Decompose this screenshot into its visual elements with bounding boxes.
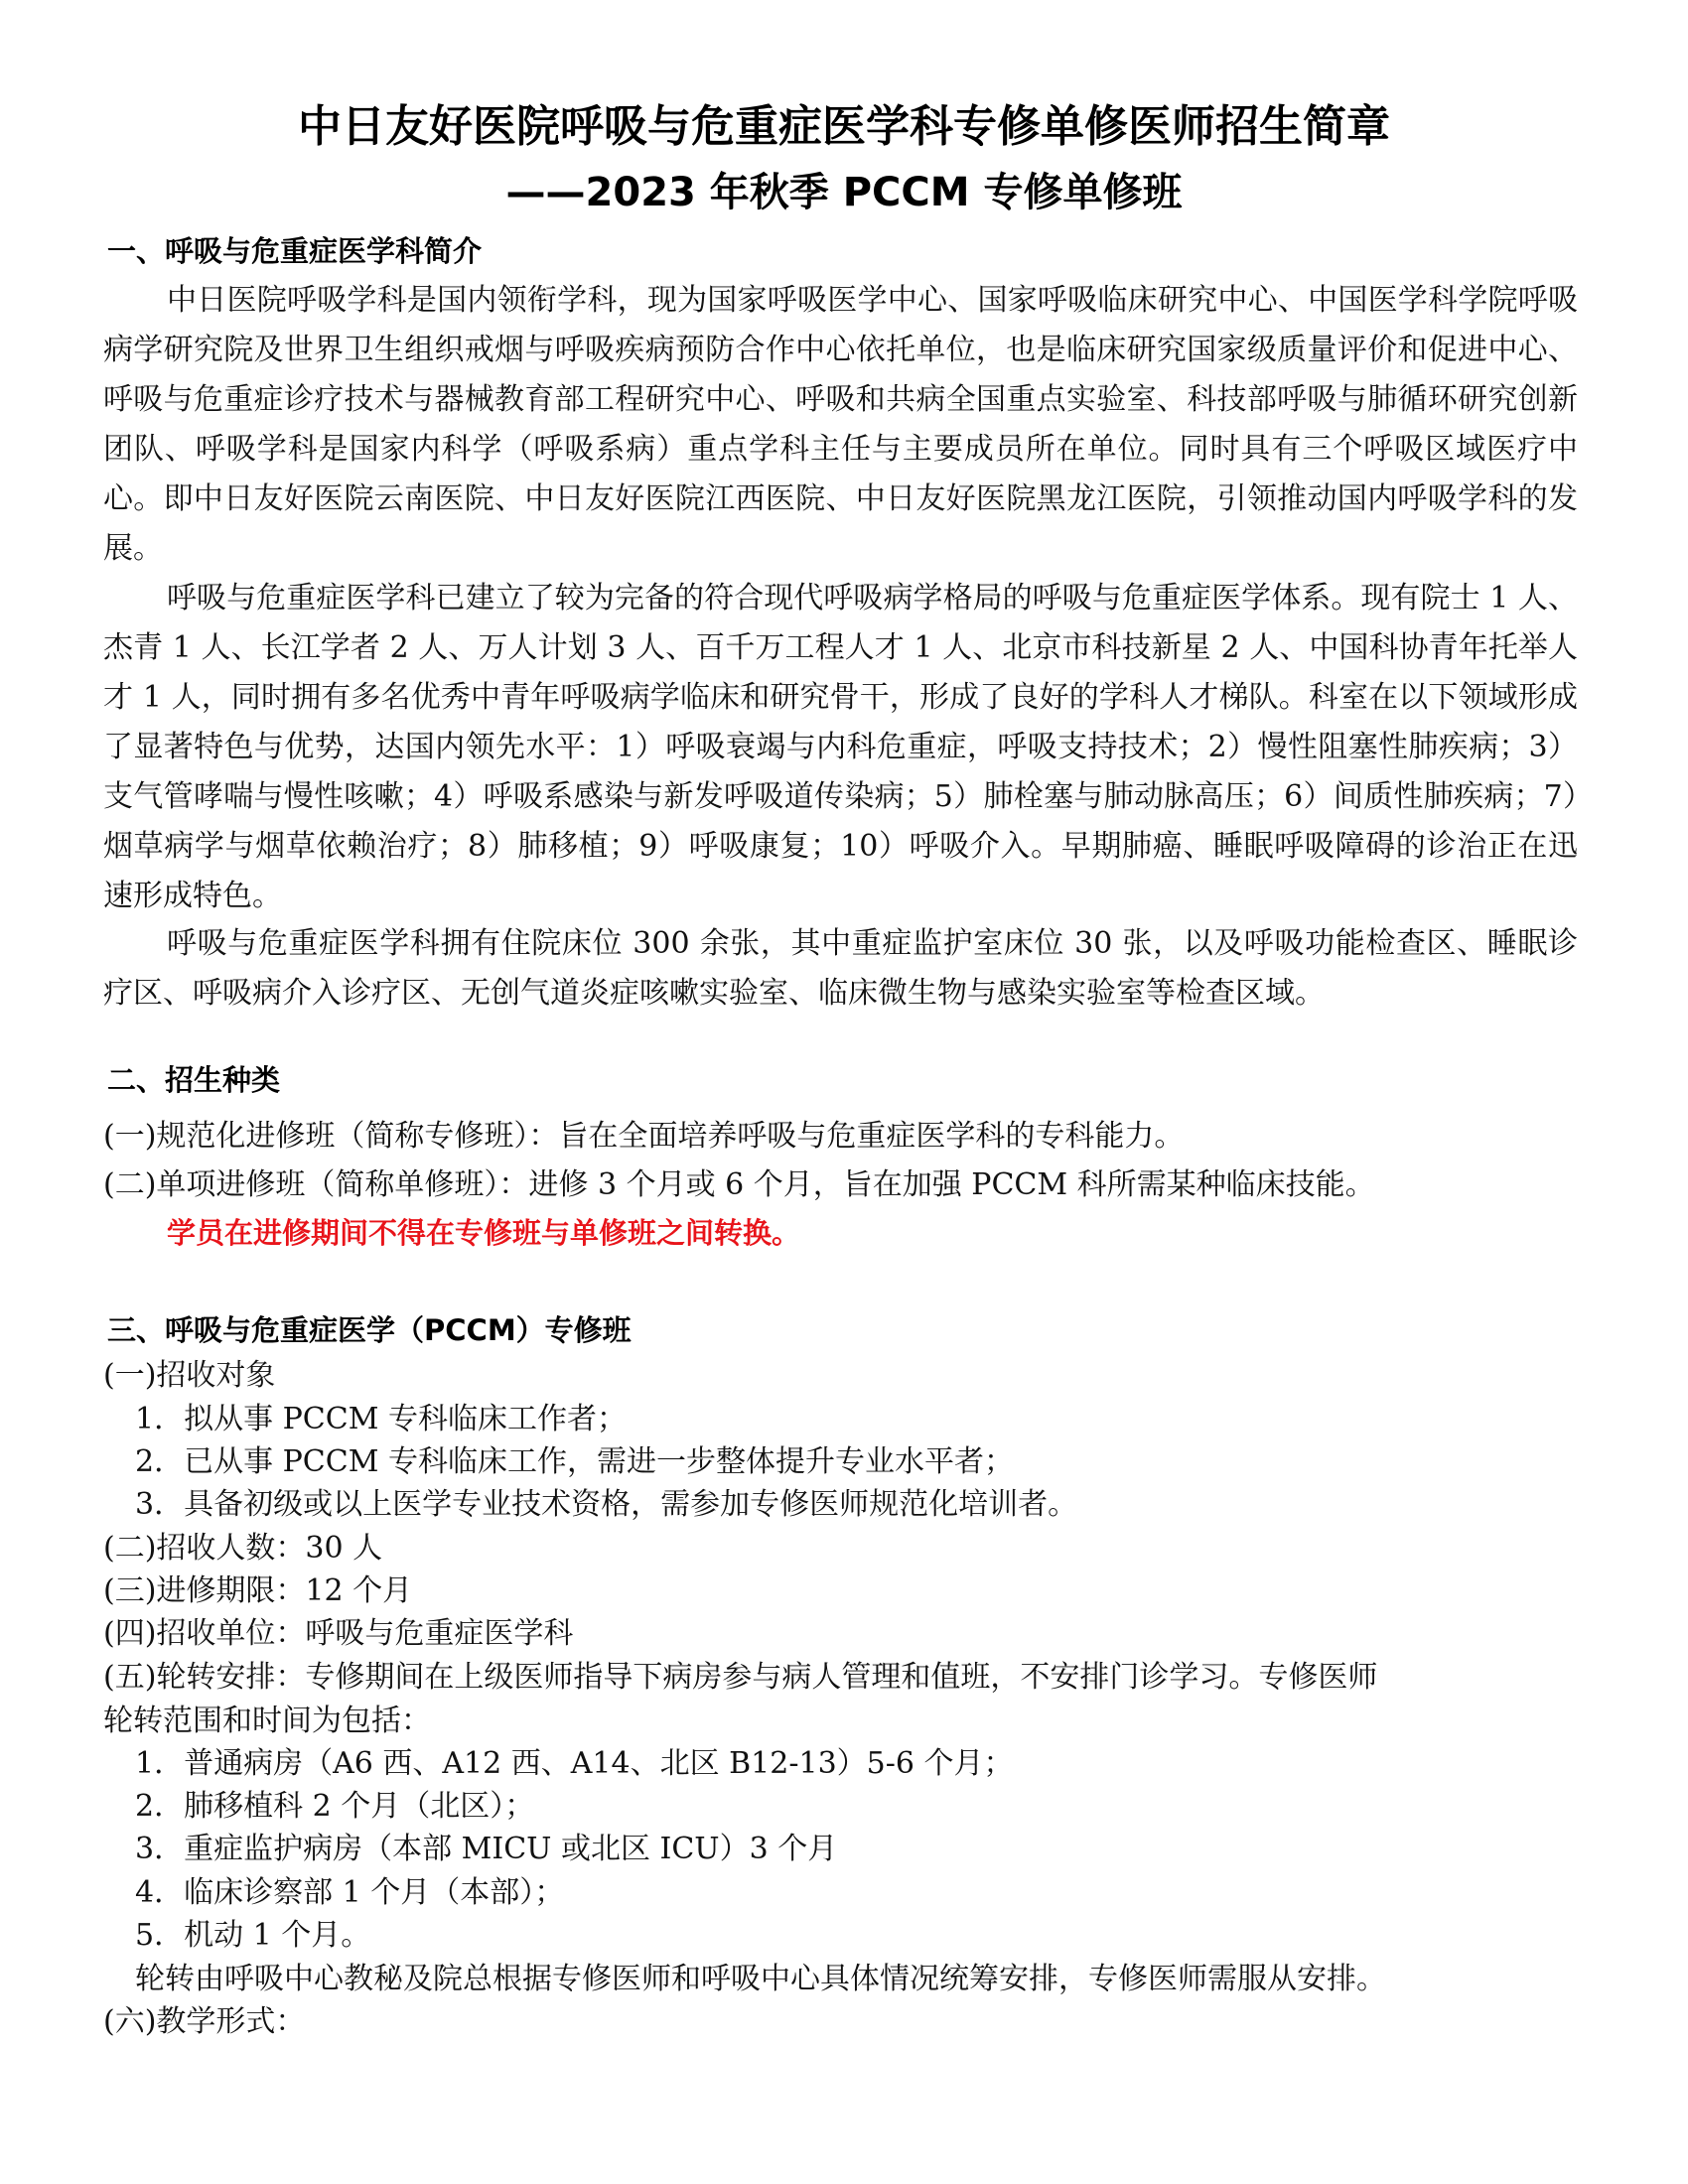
section-1-paragraph-2: 呼吸与危重症医学科已建立了较为完备的符合现代呼吸病学格局的呼吸与危重症医学体系。现有院士 1 人、杰青 1 人、长江学者 2 人、万人计划 3 人、百千万工程人才 1 人、北京市科技新星 2 人、中国科协青年托举人才 1 人，同时拥有多名优秀中青年呼吸病学临床和研究骨干，形成了良好的学科人才梯队。科室在以下领域形成了显著特色与优势，达国内领先水平：1）呼吸衰竭与内科危重症，呼吸支持技术；2）慢性阻塞性肺疾病；3）支气管哮喘与慢性咳嗽；4）呼吸系感染与新发呼吸道传染病；5）肺栓塞与肺动脉高压；6）间质性肺疾病；7）烟草病学与烟草依赖治疗；8）肺移植；9）呼吸康复；10）呼吸介入。早期肺癌、睡眠呼吸障碍的诊治正在迅速形成特色。 — [103, 581, 1578, 913]
document-subtitle: ——2023 年秋季 PCCM 专修单修班 — [505, 170, 1183, 215]
document-title: 中日友好医院呼吸与危重症医学科专修单修医师招生简章 — [298, 101, 1390, 152]
rotation-item: 2．肺移植科 2 个月（北区）； — [135, 1789, 535, 1824]
transfer-notice: 学员在进修期间不得在专修班与单修班之间转换。 — [167, 1216, 801, 1250]
rotation-item: 5．机动 1 个月。 — [135, 1918, 371, 1953]
section-3-heading: 三、呼吸与危重症医学（PCCM）专修班 — [107, 1313, 632, 1347]
class-type-specialist: (一)规范化进修班（简称专修班）：旨在全面培养呼吸与危重症医学科的专科能力。 — [103, 1119, 1185, 1154]
section-1-paragraph-3: 呼吸与危重症医学科拥有住院床位 300 余张，其中重症监护室床位 30 张，以及呼吸功能检查区、睡眠诊疗区、呼吸病介入诊疗区、无创气道炎症咳嗽实验室、临床微生物与感染实验室等检查区域。 — [103, 926, 1578, 1011]
target-item: 2．已从事 PCCM 专科临床工作，需进一步整体提升专业水平者； — [135, 1444, 1014, 1479]
rotation-text-line-1: (五)轮转安排：专修期间在上级医师指导下病房参与病人管理和值班，不安排门诊学习。专修医师 — [103, 1660, 1378, 1695]
enrollment-count: (二)招收人数：30 人 — [103, 1531, 383, 1566]
section-1-heading: 一、呼吸与危重症医学科简介 — [107, 234, 483, 268]
rotation-item: 3．重症监护病房（本部 MICU 或北区 ICU）3 个月 — [135, 1832, 838, 1866]
rotation-text-line-2: 轮转范围和时间为包括： — [103, 1704, 431, 1738]
rotation-item: 4．临床诊察部 1 个月（本部）； — [135, 1875, 565, 1910]
targets-label: (一)招收对象 — [103, 1358, 276, 1393]
teaching-format-label: (六)教学形式： — [103, 2004, 306, 2039]
rotation-item: 1．普通病房（A6 西、A12 西、A14、北区 B12-13）5-6 个月； — [135, 1746, 1014, 1781]
class-type-single: (二)单项进修班（简称单修班）：进修 3 个月或 6 个月，旨在加强 PCCM 科所需某种临床技能。 — [103, 1167, 1375, 1202]
enrollment-unit: (四)招收单位：呼吸与危重症医学科 — [103, 1616, 574, 1651]
section-1-paragraph-1: 中日医院呼吸学科是国内领衔学科，现为国家呼吸医学中心、国家呼吸临床研究中心、中国医学科学院呼吸病学研究院及世界卫生组织戒烟与呼吸疾病预防合作中心依托单位，也是临床研究国家级质量评价和促进中心、呼吸与危重症诊疗技术与器械教育部工程研究中心、呼吸和共病全国重点实验室、科技部呼吸与肺循环研究创新团队、呼吸学科是国家内科学（呼吸系病）重点学科主任与主要成员所在单位。同时具有三个呼吸区域医疗中心。即中日友好医院云南医院、中日友好医院江西医院、中日友好医院黑龙江医院，引领推动国内呼吸学科的发展。 — [103, 283, 1578, 566]
target-item: 1．拟从事 PCCM 专科临床工作者； — [135, 1402, 627, 1436]
rotation-note: 轮转由呼吸中心教秘及院总根据专修医师和呼吸中心具体情况统筹安排，专修医师需服从安排。 — [135, 1962, 1386, 1996]
study-period: (三)进修期限：12 个月 — [103, 1573, 413, 1608]
section-2-heading: 二、招生种类 — [107, 1063, 281, 1097]
target-item: 3．具备初级或以上医学专业技术资格，需参加专修医师规范化培训者。 — [135, 1487, 1078, 1522]
